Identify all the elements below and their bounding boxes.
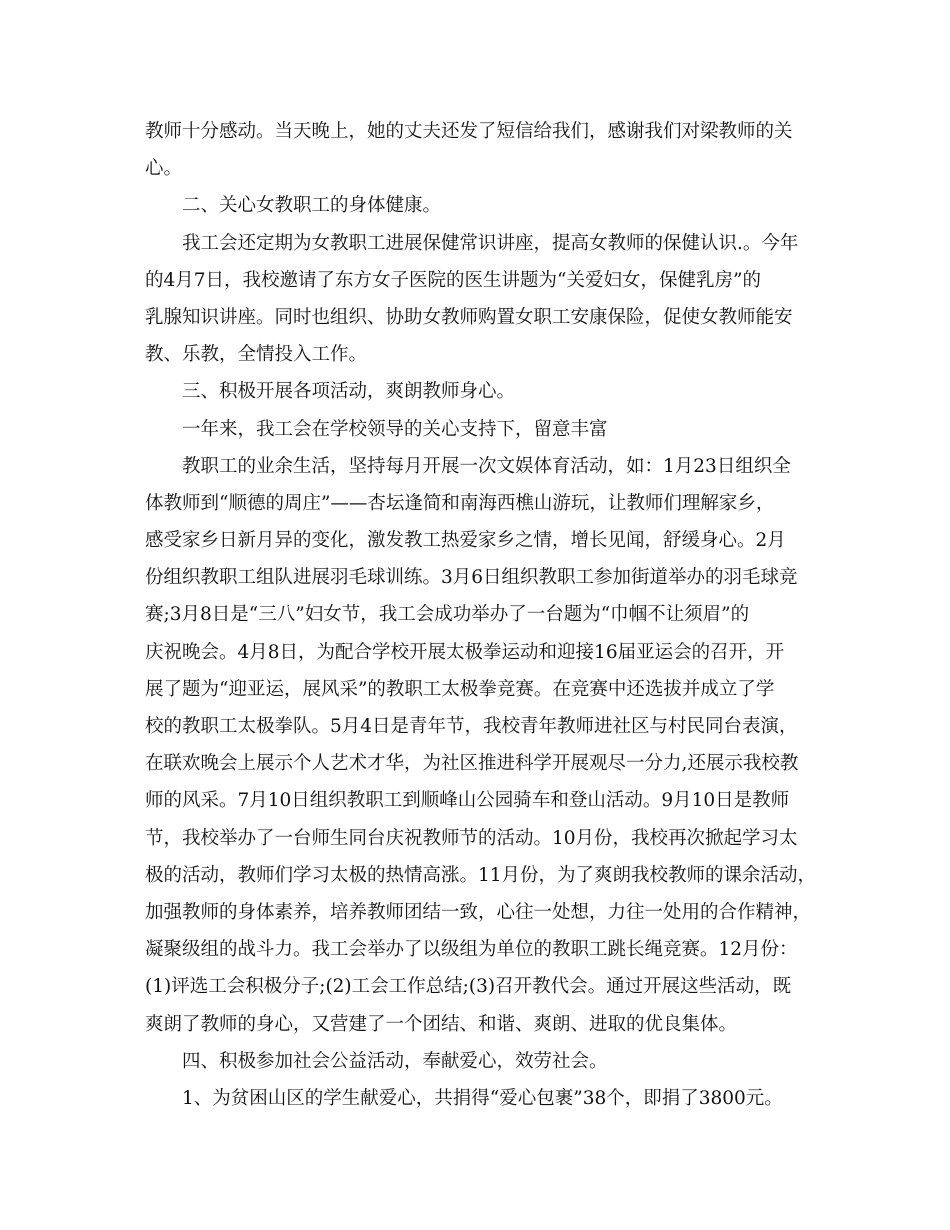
text-line: 校的教职工太极拳队。5月4日是青年节，我校青年教师进社区与村民同台表演， xyxy=(145,716,798,737)
text-line: 一年来，我工会在学校领导的关心支持下，留意丰富 xyxy=(182,418,608,440)
text-line: 教职工的业余生活，坚持每月开展一次文娱体育活动，如：1月23日组织全 xyxy=(182,455,791,477)
document-body xyxy=(145,113,817,1117)
text-line: 庆祝晚会。4月8日，为配合学校开展太极拳运动和迎接16届亚运会的召开，开 xyxy=(145,641,785,663)
text-line: 教师十分感动。当天晚上，她的丈夫还发了短信给我们，感谢我们对梁教师的关 xyxy=(145,121,793,142)
text-line: 我工会还定期为女教职工进展保健常识讲座，提高女教师的保健认识.。今年 xyxy=(182,232,799,254)
text-line: 体教师到“顺德的周庄”——杏坛逢简和南海西樵山游玩，让教师们理解家乡， xyxy=(145,492,775,514)
text-line: 四、积极参加社会公益活动，奉献爱心，效劳社会。 xyxy=(182,1050,608,1072)
text-line: 师的风采。7月10日组织教职工到顺峰山公园骑车和登山活动。9月10日是教师 xyxy=(145,790,790,812)
text-line: 感受家乡日新月异的变化，激发教工热爱家乡之情，增长见闻，舒缓身心。2月 xyxy=(145,530,786,552)
text-line: 三、积极开展各项活动，爽朗教师身心。 xyxy=(182,381,516,403)
text-line: (1)评选工会积极分子;(2)工会工作总结;(3)召开教代会。通过开展这些活动，既 xyxy=(145,976,792,998)
text-line: 爽朗了教师的身心，又营建了一个团结、和谐、爽朗、进取的优良集体。 xyxy=(145,1013,738,1035)
text-line: 教、乐教，全情投入工作。 xyxy=(145,344,368,366)
text-line: 极的活动，教师们学习太极的热情高涨。11月份，为了爽朗我校教师的课余活动， xyxy=(145,864,817,886)
text-line: 乳腺知识讲座。同时也组织、协助女教师购置女职工安康保险，促使女教师能安 xyxy=(145,306,793,328)
text-line: 二、关心女教职工的身体健康。 xyxy=(182,195,442,217)
text-line: 在联欢晚会上展示个人艺术才华，为社区推进科学开展观尽一分力,还展示我校教 xyxy=(145,753,799,775)
text-line: 加强教师的身体素养，培养教师团结一致，心往一处想，力往一处用的合作精神， xyxy=(145,901,812,923)
text-line: 的4月7日，我校邀请了东方女子医院的医生讲题为“关爱妇女，保健乳房”的 xyxy=(145,269,761,291)
text-line: 展了题为“迎亚运，展风采”的教职工太极拳竞赛。在竞赛中还选拔并成立了学 xyxy=(145,678,775,700)
text-line: 1、为贫困山区的学生献爱心，共捐得“爱心包裹”38个，即捐了3800元。 xyxy=(182,1087,783,1109)
text-line: 心。 xyxy=(145,158,183,180)
text-line: 节，我校举办了一台师生同台庆祝教师节的活动。10月份，我校再次掀起学习太 xyxy=(145,827,798,849)
text-line: 凝聚级组的战斗力。我工会举办了以级组为单位的教职工跳长绳竞赛。12月份： xyxy=(145,939,798,961)
text-line: 份组织教职工组队进展羽毛球训练。3月6日组织教职工参加街道举办的羽毛球竞 xyxy=(145,567,798,589)
text-line: 赛;3月8日是“三八”妇女节，我工会成功举办了一台题为“巾帼不让须眉”的 xyxy=(145,604,750,626)
